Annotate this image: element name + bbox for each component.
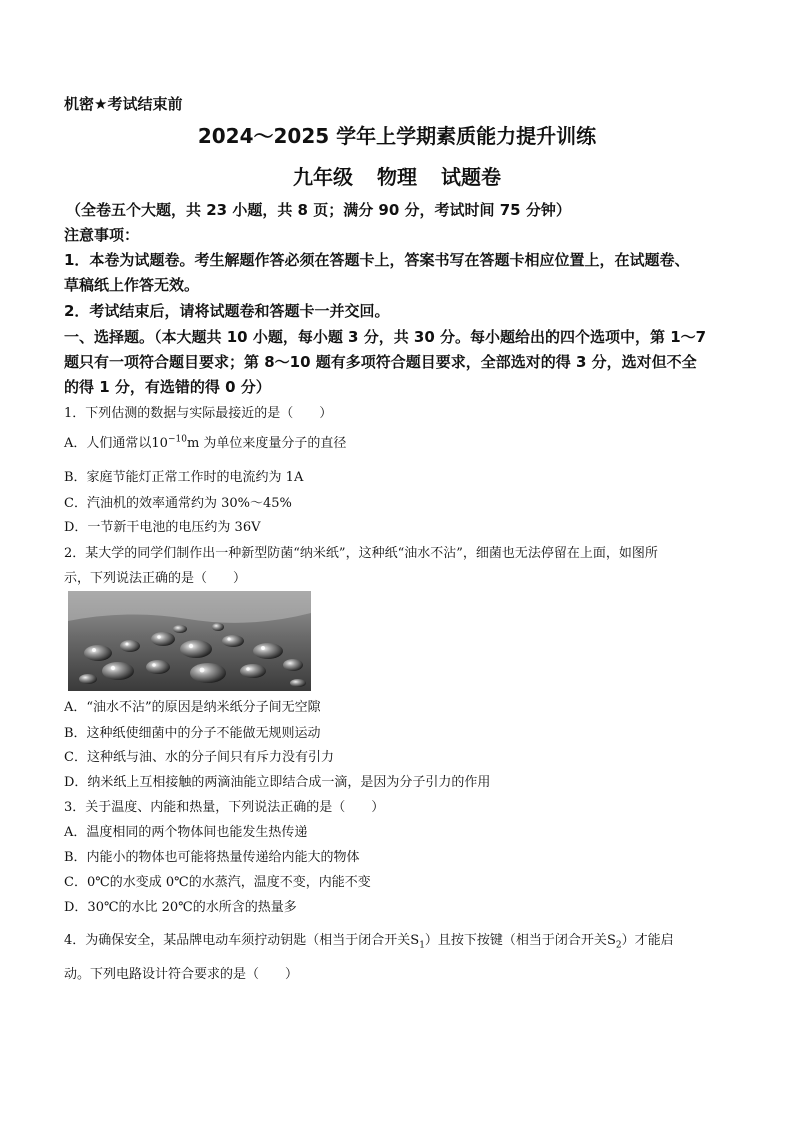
q2-option-c: C．这种纸与油、水的分子间只有斥力没有引力: [64, 750, 334, 765]
notice-item-1-line-2: 草稿纸上作答无效。: [64, 276, 200, 294]
subtitle-subject: 物理: [377, 165, 417, 189]
section-1-line-3: 的得 1 分，有选错的得 0 分）: [64, 378, 271, 396]
q1-option-a: A．人们通常以$10^{-10}m$ 为单位来度量分子的直径: [64, 434, 347, 451]
q1-stem: 1．下列估测的数据与实际最接近的是（ ）: [64, 406, 333, 421]
q1-option-b: B．家庭节能灯正常工作时的电流约为 1A: [64, 470, 304, 485]
section-1-line-2: 题只有一项符合题目要求；第 8～10 题有多项符合题目要求，全部选对的得 3 分，选对但不全: [64, 353, 697, 371]
notice-heading: 注意事项：: [64, 226, 140, 244]
q1-option-d: D．一节新干电池的电压约为 36V: [64, 520, 261, 535]
secret-label: 机密★考试结束前: [64, 95, 183, 113]
q1-option-c: C．汽油机的效率通常约为 30%～45%: [64, 496, 292, 511]
notice-item-1-line-1: 1．本卷为试题卷。考生解题作答必须在答题卡上，答案书写在答题卡相应位置上，在试题卷、: [64, 251, 690, 269]
exam-info: （全卷五个大题，共 23 小题，共 8 页；满分 90 分，考试时间 75 分钟）: [66, 201, 571, 219]
subtitle-grade: 九年级: [293, 165, 353, 189]
q2-option-b: B．这种纸使细菌中的分子不能做无规则运动: [64, 726, 321, 741]
q4-stem-line-2: 动。下列电路设计符合要求的是（ ）: [64, 967, 299, 982]
q3-option-b: B．内能小的物体也可能将热量传递给内能大的物体: [64, 850, 360, 865]
q3-option-d: D．30℃的水比 20℃的水所含的热量多: [64, 900, 297, 915]
q3-option-c: C．0℃的水变成 0℃的水蒸汽，温度不变，内能不变: [64, 875, 371, 890]
q2-stem-line-1: 2．某大学的同学们制作出一种新型防菌“纳米纸”，这种纸“油水不沾”，细菌也无法停留在上面，如图所: [64, 546, 658, 561]
q4-stem-line-1: 4．为确保安全，某品牌电动车须拧动钥匙（相当于闭合开关$S_1$）且按下按键（相当于闭合开关$S_2$）才能启: [64, 933, 674, 951]
droplets-image: [68, 591, 311, 691]
nano-paper-droplets-photo: [68, 591, 311, 691]
exam-subtitle: [0, 161, 794, 190]
section-1-line-1: 一、选择题。（本大题共 10 小题，每小题 3 分，共 30 分。每小题给出的四个选项中，第 1～7: [64, 328, 707, 346]
exam-title: 2024～2025 学年上学期素质能力提升训练: [197, 124, 597, 148]
q2-option-a: A．“油水不沾”的原因是纳米纸分子间无空隙: [64, 700, 321, 715]
q3-stem: 3．关于温度、内能和热量，下列说法正确的是（ ）: [64, 800, 385, 815]
notice-item-2: 2．考试结束后，请将试题卷和答题卡一并交回。: [64, 302, 390, 320]
subtitle-type: 试题卷: [441, 165, 501, 189]
q2-option-d: D．纳米纸上互相接触的两滴油能立即结合成一滴，是因为分子引力的作用: [64, 775, 491, 790]
q2-stem-line-2: 示，下列说法正确的是（ ）: [64, 571, 247, 586]
q3-option-a: A．温度相同的两个物体间也能发生热传递: [64, 825, 308, 840]
